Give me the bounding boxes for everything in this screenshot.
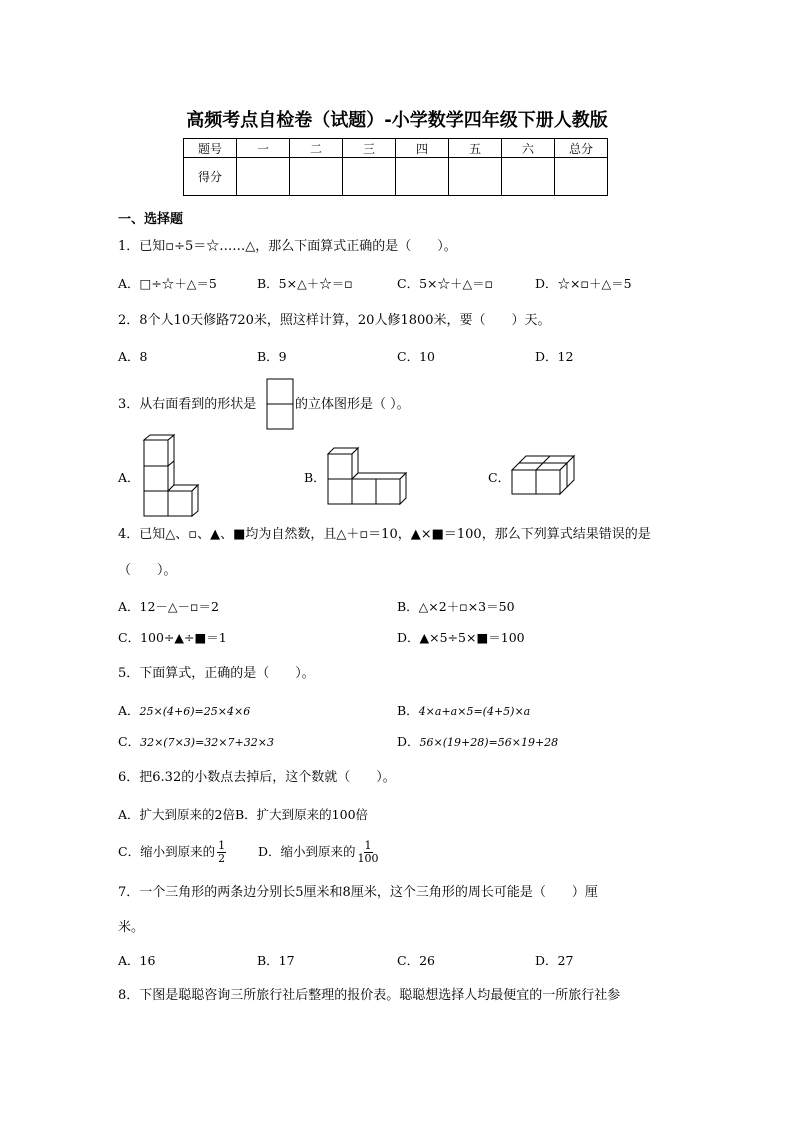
q3-option-b[interactable]: B． — [304, 470, 326, 485]
question-7-stem-cont: 米。 — [118, 920, 145, 935]
score-input-cell[interactable] — [343, 158, 396, 196]
page-title: 高频考点自检卷（试题）-小学数学四年级下册人教版 — [186, 110, 608, 131]
question-7-stem: 7．一个三角形的两条边分别长5厘米和8厘米，这个三角形的周长可能是（ ）厘 — [118, 885, 598, 900]
q4-option-a[interactable]: A．12－△－▫＝2 — [118, 599, 219, 614]
question-8-stem: 8．下图是聪聪咨询三所旅行社后整理的报价表。聪聪想选择人均最便宜的一所旅行社参 — [118, 988, 621, 1003]
q6-option-c[interactable] — [118, 838, 228, 866]
q5-option-a-formula: 25×(4+6)=25×4×6 — [139, 705, 251, 718]
score-input-cell[interactable] — [502, 158, 555, 196]
q6-option-d[interactable] — [258, 838, 381, 866]
q1-option-d[interactable]: D．☆×▫＋△＝5 — [535, 276, 632, 291]
q4-option-c[interactable]: C．100÷▲÷■＝1 — [118, 630, 227, 645]
q5-option-d[interactable] — [397, 733, 558, 752]
score-table — [183, 138, 608, 196]
q5-option-b-label: B． — [397, 703, 419, 718]
question-1-stem: 1．已知▫÷5＝☆……△，那么下面算式正确的是（ ）。 — [118, 239, 457, 254]
question-4-stem: 4．已知△、▫、▲、■均为自然数，且△＋▫＝10，▲×■＝100，那么下列算式结果错误的是 — [118, 527, 651, 542]
score-input-cell[interactable] — [237, 158, 290, 196]
q7-option-b[interactable]: B．17 — [257, 953, 295, 968]
section-heading: 一、选择题 — [118, 212, 184, 227]
q5-option-b-formula: 4×a+a×5=(4+5)×a — [418, 705, 531, 718]
q1-option-a[interactable]: A．□÷☆＋△＝5 — [118, 276, 217, 291]
score-row-label: 得分 — [184, 158, 237, 196]
q5-option-b[interactable] — [397, 702, 530, 721]
score-header-cell: 一 — [237, 139, 290, 158]
question-3-stem-end: 的立体图形是（ ）。 — [295, 397, 410, 412]
q7-option-a[interactable]: A．16 — [118, 953, 156, 968]
question-3-stem-start: 3．从右面看到的形状是 — [118, 397, 257, 412]
q5-option-a[interactable] — [118, 702, 250, 721]
question-4-stem-cont: （ ）。 — [118, 563, 177, 578]
q6-option-d-text: D．缩小到原来的 — [258, 844, 356, 859]
q4-option-b[interactable]: B．△×2＋▫×3＝50 — [397, 599, 515, 614]
q3-figure-a-cubes — [140, 434, 204, 518]
fraction-one-hundredth: $\frac{1}{100}$ — [357, 839, 379, 865]
q3-option-a[interactable]: A． — [118, 470, 140, 485]
score-header-cell: 四 — [396, 139, 449, 158]
score-input-cell[interactable] — [396, 158, 449, 196]
q2-option-d[interactable]: D．12 — [535, 349, 574, 364]
q5-option-d-label: D． — [397, 734, 420, 749]
score-input-cell[interactable] — [290, 158, 343, 196]
q5-option-c-formula: 32×(7×3)=32×7+32×3 — [140, 736, 274, 749]
q6-options-a-b[interactable]: A．扩大到原来的2倍B．扩大到原来的100倍 — [118, 807, 369, 822]
side-view-shape-image — [266, 378, 294, 430]
q7-option-c[interactable]: C．26 — [397, 953, 435, 968]
score-input-cell[interactable] — [449, 158, 502, 196]
q3-figure-b-cubes — [326, 446, 410, 506]
q6-option-c-text: C．缩小到原来的 — [118, 844, 216, 859]
score-header-cell: 三 — [343, 139, 396, 158]
q2-option-c[interactable]: C．10 — [397, 349, 435, 364]
q7-option-d[interactable]: D．27 — [535, 953, 574, 968]
q1-option-b[interactable]: B．5×△＋☆＝▫ — [257, 276, 353, 291]
score-header-cell: 五 — [449, 139, 502, 158]
score-input-cell[interactable] — [555, 158, 608, 196]
score-header-cell: 六 — [502, 139, 555, 158]
question-6-stem: 6．把6.32的小数点去掉后，这个数就（ ）。 — [118, 770, 396, 785]
q5-option-c-label: C． — [118, 734, 141, 749]
q5-option-d-formula: 56×(19+28)=56×19+28 — [419, 736, 559, 749]
q2-option-b[interactable]: B．9 — [257, 349, 287, 364]
score-header-cell: 总分 — [555, 139, 608, 158]
q3-option-c[interactable]: C． — [488, 470, 511, 485]
q5-option-a-label: A． — [118, 703, 140, 718]
score-header-cell: 题号 — [184, 139, 237, 158]
q4-option-d[interactable]: D．▲×5÷5×■＝100 — [397, 630, 525, 645]
q5-option-c[interactable] — [118, 733, 274, 752]
q3-figure-c-cubes — [510, 454, 580, 498]
question-5-stem: 5．下面算式，正确的是（ ）。 — [118, 666, 315, 681]
q2-option-a[interactable]: A．8 — [118, 349, 148, 364]
q1-option-c[interactable]: C．5×☆＋△＝▫ — [397, 276, 494, 291]
score-header-cell: 二 — [290, 139, 343, 158]
fraction-one-half: $\frac{1}{2}$ — [218, 839, 226, 865]
question-2-stem: 2．8个人10天修路720米，照这样计算，20人修1800米，要（ ）天。 — [118, 313, 551, 328]
